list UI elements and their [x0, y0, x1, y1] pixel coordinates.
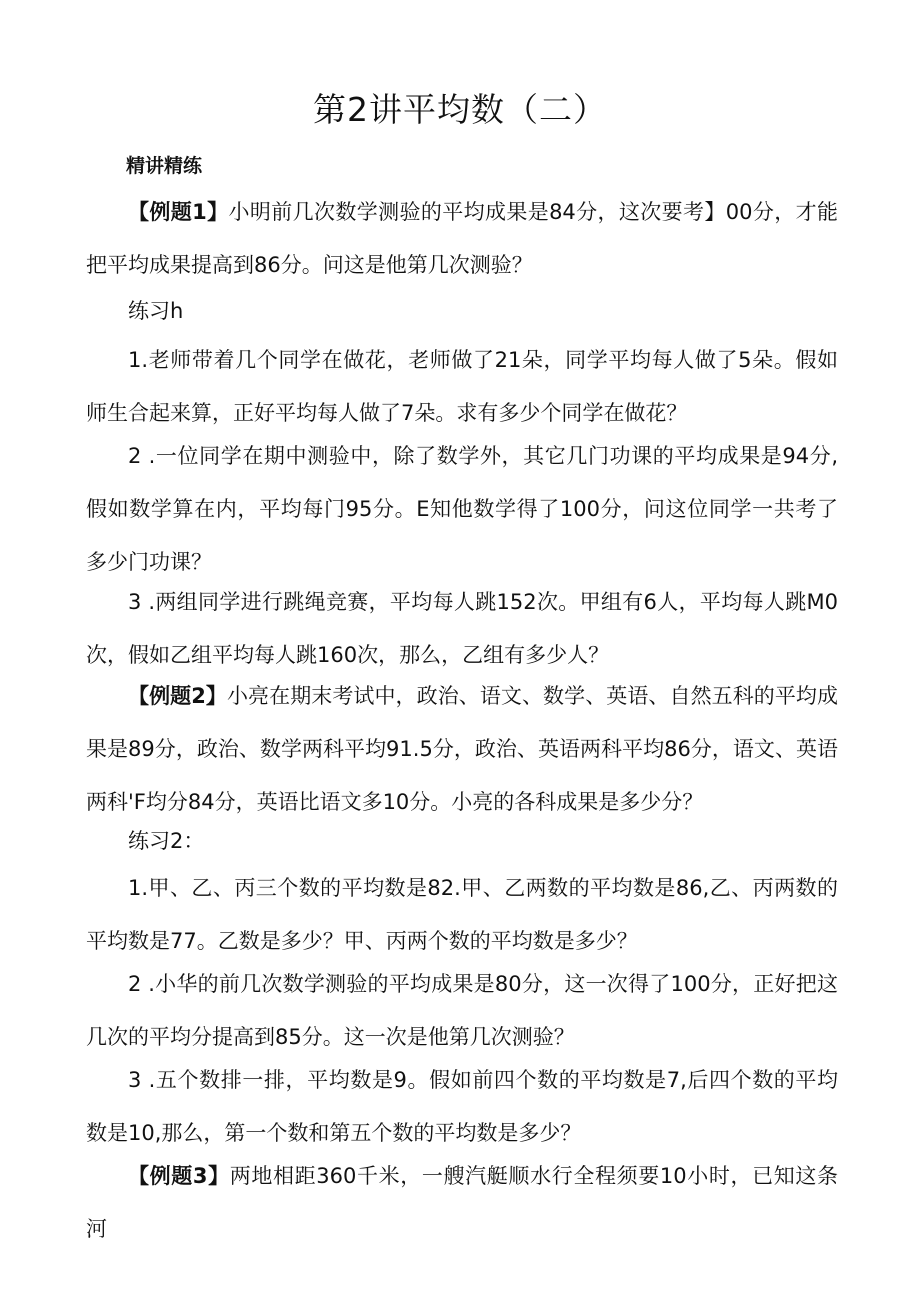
example-1-paragraph [86, 186, 838, 292]
paragraph-text: 1.甲、乙、丙三个数的平均数是82.甲、乙两数的平均数是86,乙、丙两数的平均数是77。乙数是多少？甲、丙两个数的平均数是多少？ [86, 876, 838, 953]
paragraph-text: 1.老师带着几个同学在做花，老师做了21朵，同学平均每人做了5朵。假如师生合起来算，正好平均每人做了7朵。求有多少个同学在做花？ [86, 348, 838, 425]
paragraph-text: 小亮在期末考试中，政治、语文、数学、英语、自然五科的平均成果是89分，政治、数学两科平均91.5分，政治、英语两科平均86分，语文、英语两科'F均分84分，英语比语文多10分。小亮的各科成果是多少分？ [86, 684, 838, 814]
paragraph-text: 2 .一位同学在期中测验中，除了数学外，其它几门功课的平均成果是94分,假如数学算在内，平均每门95分。E知他数学得了100分，问这位同学一共考了多少门功课？ [86, 444, 838, 574]
section-heading: 精讲精练 [126, 155, 203, 177]
exercise-1-item-2 [86, 430, 838, 589]
exercise-1-item-1 [86, 334, 838, 440]
paragraph-text: 3 .五个数排一排，平均数是9。假如前四个数的平均数是7,后四个数的平均数是10,那么，第一个数和第五个数的平均数是多少？ [86, 1068, 838, 1145]
example-tag: 【例题1】 [128, 200, 229, 224]
exercise-2-item-3 [86, 1054, 838, 1160]
page-title: 第2讲平均数（二） [313, 90, 607, 129]
exercise-2-item-2 [86, 958, 838, 1064]
paragraph-text: 3 .两组同学进行跳绳竞赛，平均每人跳152次。甲组有6人，平均每人跳M0次，假如乙组平均每人跳160次，那么，乙组有多少人？ [86, 590, 838, 667]
example-3-paragraph [86, 1150, 838, 1256]
paragraph-text: 两地相距360千米，一艘汽艇顺水行全程须要10小时，已知这条河 [86, 1164, 838, 1241]
exercise-label-1: 练习h [128, 299, 184, 323]
example-tag: 【例题3】 [128, 1164, 230, 1188]
paragraph-text: 2 .小华的前几次数学测验的平均成果是80分，这一次得了100分，正好把这几次的平均分提高到85分。这一次是他第几次测验？ [86, 972, 838, 1049]
exercise-2-item-1 [86, 862, 838, 968]
exercise-1-item-3 [86, 576, 838, 682]
example-2-paragraph [86, 670, 838, 829]
exercise-label-2: 练习2： [128, 829, 205, 853]
paragraph-text: 小明前几次数学测验的平均成果是84分，这次要考】00分，才能把平均成果提高到86分。问这是他第几次测验？ [86, 200, 838, 277]
example-tag: 【例题2】 [128, 684, 227, 708]
